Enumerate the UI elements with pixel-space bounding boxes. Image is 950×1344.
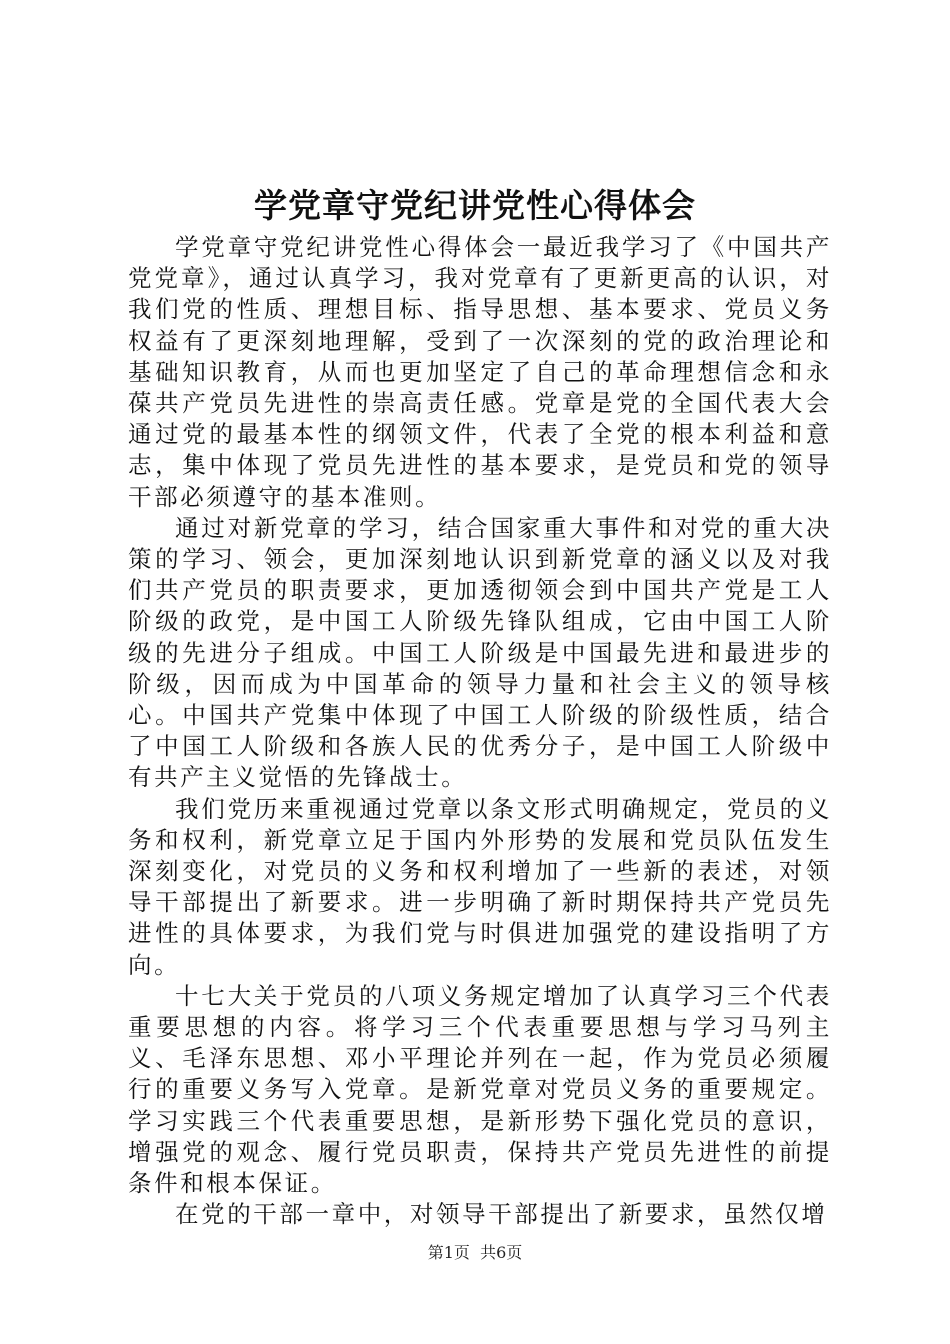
page-number: 第1页: [427, 1243, 470, 1262]
paragraph-1: 学党章守党纪讲党性心得体会一最近我学习了《中国共产党党章》，通过认真学习，我对党章有了更新更高的认识，对我们党的性质、理想目标、指导思想、基本要求、党员义务权益有了更深刻地理解，受到了一次深刻的党的政治理论和基础知识教育，从而也更加坚定了自己的革命理想信念和永葆共产党员先进性的崇高责任感。党章是党的全国代表大会通过党的最基本性的纲领文件，代表了全党的根本利益和意志，集中体现了党员先进性的基本要求，是党员和党的领导干部必须遵守的基本准则。: [128, 233, 832, 511]
document-title: 学党章守党纪讲党性心得体会: [254, 186, 696, 225]
document-body: [128, 232, 832, 1231]
paragraph-3: 我们党历来重视通过党章以条文形式明确规定，党员的义务和权利，新党章立足于国内外形势的发展和党员队伍发生深刻变化，对党员的义务和权利增加了一些新的表述，对领导干部提出了新要求。进一步明确了新时期保持共产党员先进性的具体要求，为我们党与时俱进加强党的建设指明了方向。: [128, 794, 832, 979]
footer-gap: [470, 1243, 480, 1262]
paragraph-4: 十七大关于党员的八项义务规定增加了认真学习三个代表重要思想的内容。将学习三个代表重要思想与学习马列主义、毛泽东思想、邓小平理论并列在一起，作为党员必须履行的重要义务写入党章。是新党章对党员义务的重要规定。学习实践三个代表重要思想，是新形势下强化党员的意识，增强党的观念、履行党员职责，保持共产党员先进性的前提条件和根本保证。: [128, 981, 832, 1198]
paragraph-5: 在党的干部一章中，对领导干部提出了新要求，虽然仅增: [175, 1200, 828, 1229]
page-footer: [0, 1242, 950, 1264]
page-total: 共6页: [480, 1243, 523, 1262]
paragraph-2: 通过对新党章的学习，结合国家重大事件和对党的重大决策的学习、领会，更加深刻地认识到新党章的涵义以及对我们共产党员的职责要求，更加透彻领会到中国共产党是工人阶级的政党，是中国工人阶级先锋队组成，它由中国工人阶级的先进分子组成。中国工人阶级是中国最先进和最进步的阶级，因而成为中国革命的领导力量和社会主义的领导核心。中国共产党集中体现了中国工人阶级的阶级性质，结合了中国工人阶级和各族人民的优秀分子，是中国工人阶级中有共产主义觉悟的先锋战士。: [128, 513, 832, 792]
